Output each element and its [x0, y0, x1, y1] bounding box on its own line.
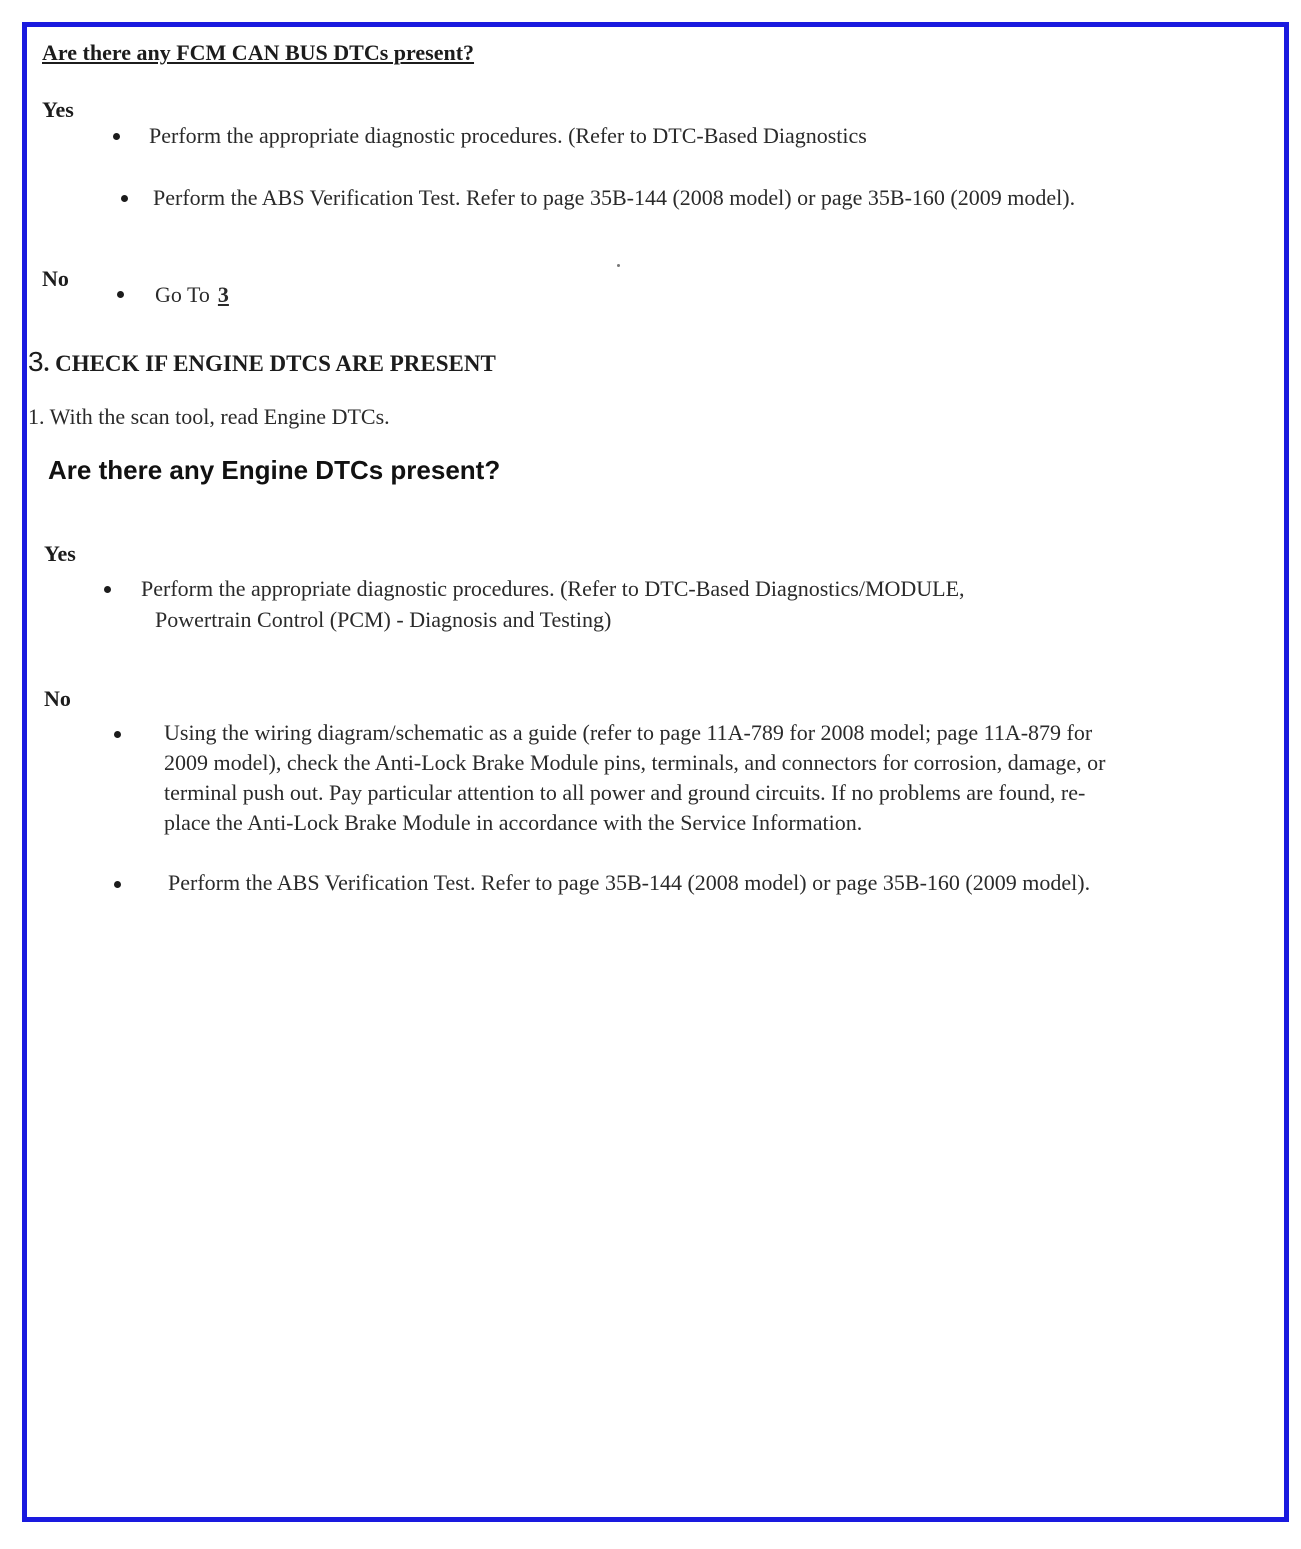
goto-step-link[interactable]: 3: [217, 282, 229, 307]
fcm-question-heading: Are there any FCM CAN BUS DTCs present?: [42, 40, 475, 65]
yes-item-line-1: Perform the appropriate diagnostic procedures. (Refer to DTC-Based Diagnostics/MODULE,: [141, 576, 965, 601]
yes-label-1: Yes: [42, 97, 74, 122]
bullet-dot: [114, 731, 121, 738]
bullet-dot: [113, 133, 120, 140]
yes-item-diagnostics: Perform the appropriate diagnostic procedures. (Refer to DTC-Based Diagnostics: [149, 123, 867, 148]
step-number: 3: [28, 346, 44, 377]
yes-item-abs-verification: Perform the ABS Verification Test. Refer to page 35B-144 (2008 model) or page 35B-160 (2009 model).: [153, 185, 1076, 210]
engine-question-heading: Are there any Engine DTCs present?: [48, 455, 501, 485]
speck: [617, 264, 620, 267]
no-item-goto: [155, 282, 229, 308]
bullet-dot: [117, 291, 124, 298]
no-label-1: No: [42, 266, 69, 291]
step-title: . CHECK IF ENGINE DTCS ARE PRESENT: [43, 351, 496, 376]
yes-item-line-2: Powertrain Control (PCM) - Diagnosis and Testing): [155, 607, 612, 632]
step-3-heading: [28, 346, 496, 378]
no-item-abs-verification: Perform the ABS Verification Test. Refer to page 35B-144 (2008 model) or page 35B-160 (2009 model).: [168, 870, 1091, 895]
step-3-instruction: 1. With the scan tool, read Engine DTCs.: [28, 404, 390, 429]
bullet-dot: [121, 195, 128, 202]
yes-label-2: Yes: [44, 541, 76, 566]
no-item-wiring-line-2: 2009 model), check the Anti-Lock Brake Module pins, terminals, and connectors for corrosion, damage, or: [164, 750, 1106, 775]
bullet-dot: [114, 881, 121, 888]
no-label-2: No: [44, 686, 71, 711]
no-item-wiring-line-1: Using the wiring diagram/schematic as a guide (refer to page 11A-789 for 2008 model; page 11A-879 for: [164, 720, 1093, 745]
goto-text: Go To: [155, 282, 210, 307]
bullet-dot: [104, 586, 111, 593]
no-item-wiring-line-4: place the Anti-Lock Brake Module in accordance with the Service Information.: [164, 810, 863, 835]
no-item-wiring-line-3: terminal push out. Pay particular attention to all power and ground circuits. If no problems are found, re-: [164, 780, 1086, 805]
